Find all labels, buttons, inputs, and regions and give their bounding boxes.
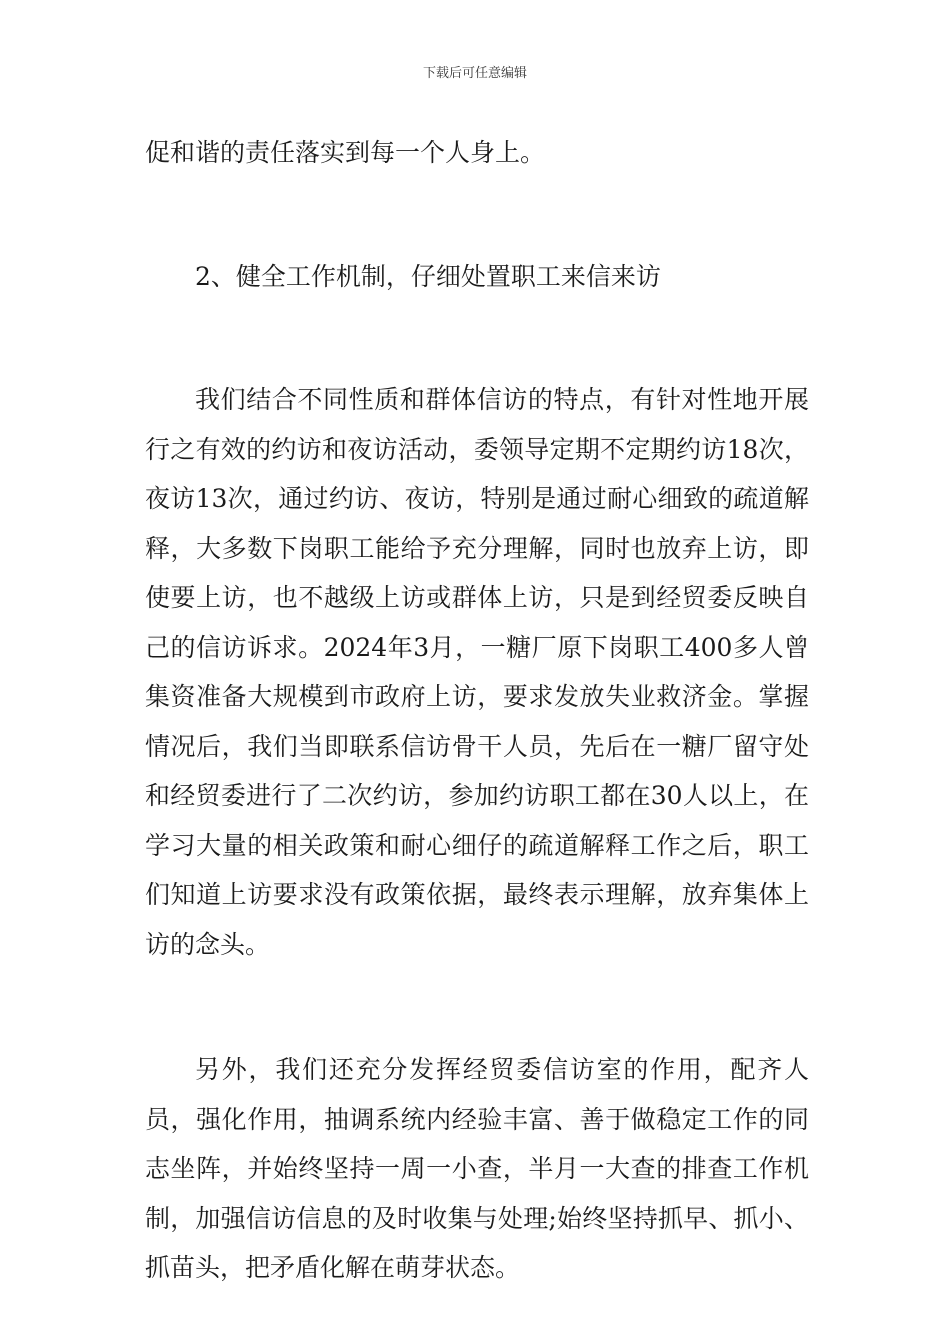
- page-header-note: 下载后可任意编辑: [422, 66, 527, 81]
- paragraph-continuation: 促和谐的责任落实到每一个人身上。: [145, 138, 546, 167]
- paragraph-visits: 我们结合不同性质和群体信访的特点，有针对性地开展行之有效的约访和夜访活动，委领导定期不定期约访18次，夜访13次，通过约访、夜访，特别是通过耐心细致的疏道解释，大多数下岗职工能给予充分理解，同时也放弃上访，即使要上访，也不越级上访或群体上访，只是到经贸委反映自己的信访诉求。2024年3月，一糖厂原下岗职工400多人曾集资准备大规模到市政府上访，要求发放失业救济金。掌握情况后，我们当即联系信访骨干人员，先后在一糖厂留守处和经贸委进行了二次约访，参加约访职工都在30人以上，在学习大量的相关政策和耐心细仔的疏道解释工作之后，职工们知道上访要求没有政策依据，最终表示理解，放弃集体上访的念头。: [145, 385, 809, 959]
- paragraph-spacer: [145, 969, 809, 1045]
- section-heading: 2、健全工作机制，仔细处置职工来信来访: [195, 261, 661, 291]
- paragraph-spacer: [145, 301, 809, 375]
- paragraph-spacer: [145, 178, 809, 252]
- document-body: [145, 128, 809, 1293]
- paragraph-office: 另外，我们还充分发挥经贸委信访室的作用，配齐人员，强化作用，抽调系统内经验丰富、善于做稳定工作的同志坐阵，并始终坚持一周一小查，半月一大查的排查工作机制，加强信访信息的及时收集与处理;始终坚持抓早、抓小、抓苗头，把矛盾化解在萌芽状态。: [145, 1055, 809, 1282]
